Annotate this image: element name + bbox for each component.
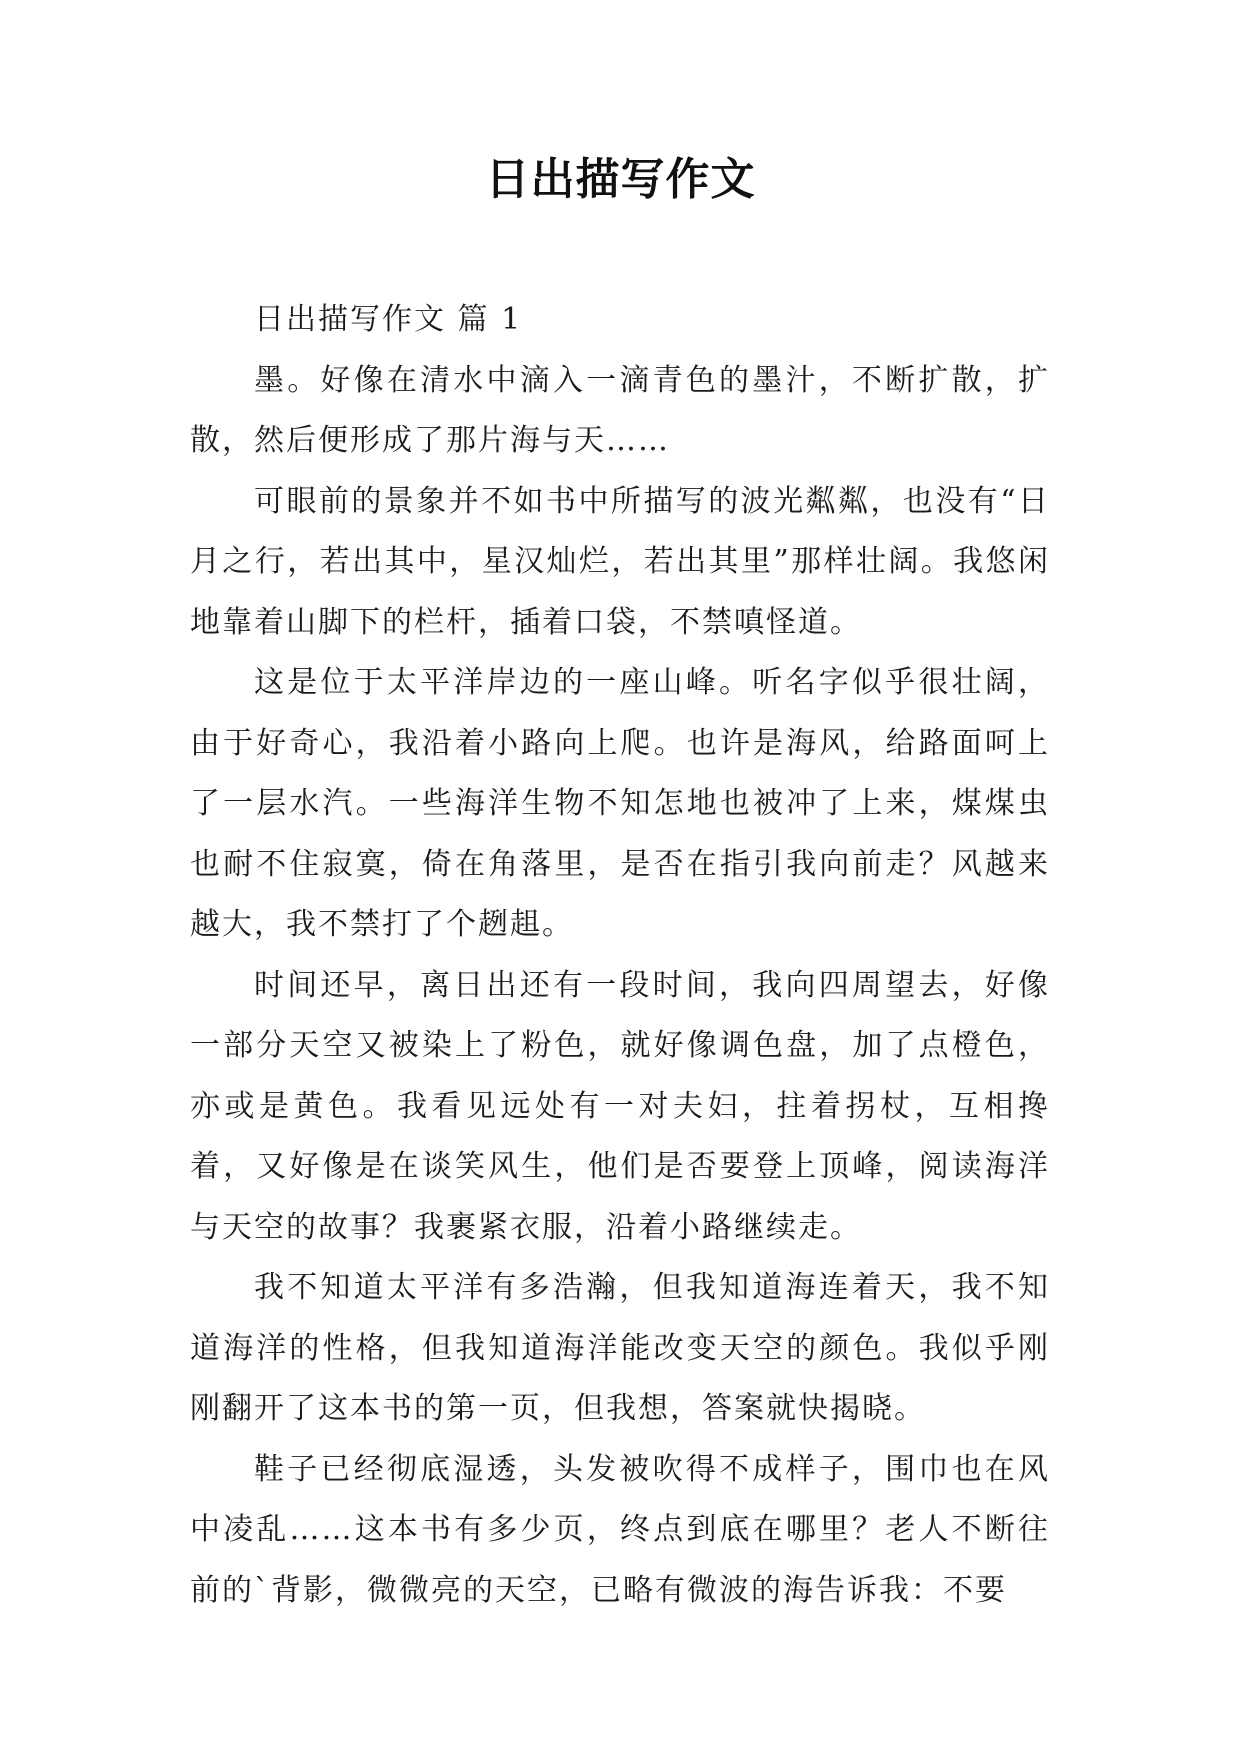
paragraph: 我不知道太平洋有多浩瀚，但我知道海连着天，我不知道海洋的性格，但我知道海洋能改变天空的颜色。我似乎刚刚翻开了这本书的第一页，但我想，答案就快揭晓。 [190, 1270, 1050, 1426]
document-title: 日出描写作文 [485, 154, 756, 205]
paragraph: 时间还早，离日出还有一段时间，我向四周望去，好像一部分天空又被染上了粉色，就好像调色盘，加了点橙色，亦或是黄色。我看见远处有一对夫妇，拄着拐杖，互相搀着，又好像是在谈笑风生，他们是否要登上顶峰，阅读海洋与天空的故事？我裹紧衣服，沿着小路继续走。 [190, 967, 1050, 1245]
paragraph: 可眼前的景象并不如书中所描写的波光粼粼，也没有“日月之行，若出其中，星汉灿烂，若出其里”那样壮阔。我悠闲地靠着山脚下的栏杆，插着口袋，不禁嗔怪道。 [190, 483, 1050, 640]
paragraph: 鞋子已经彻底湿透，头发被吹得不成样子，围巾也在风中凌乱……这本书有多少页，终点到底在哪里？老人不断往前的`背影，微微亮的天空，已略有微波的海告诉我：不要 [190, 1451, 1050, 1608]
paragraph: 墨。好像在清水中滴入一滴青色的墨汁，不断扩散，扩散，然后便形成了那片海与天…… [190, 362, 1050, 458]
paragraph: 这是位于太平洋岸边的一座山峰。听名字似乎很壮阔，由于好奇心，我沿着小路向上爬。也许是海风，给路面呵上了一层水汽。一些海洋生物不知怎地也被冲了上来，煤煤虫也耐不住寂寞，倚在角落里，是否在指引我向前走？风越来越大，我不禁打了个趔趄。 [190, 665, 1050, 942]
section-heading: 日出描写作文 篇 1 [254, 302, 523, 337]
document-body [190, 290, 1050, 1621]
